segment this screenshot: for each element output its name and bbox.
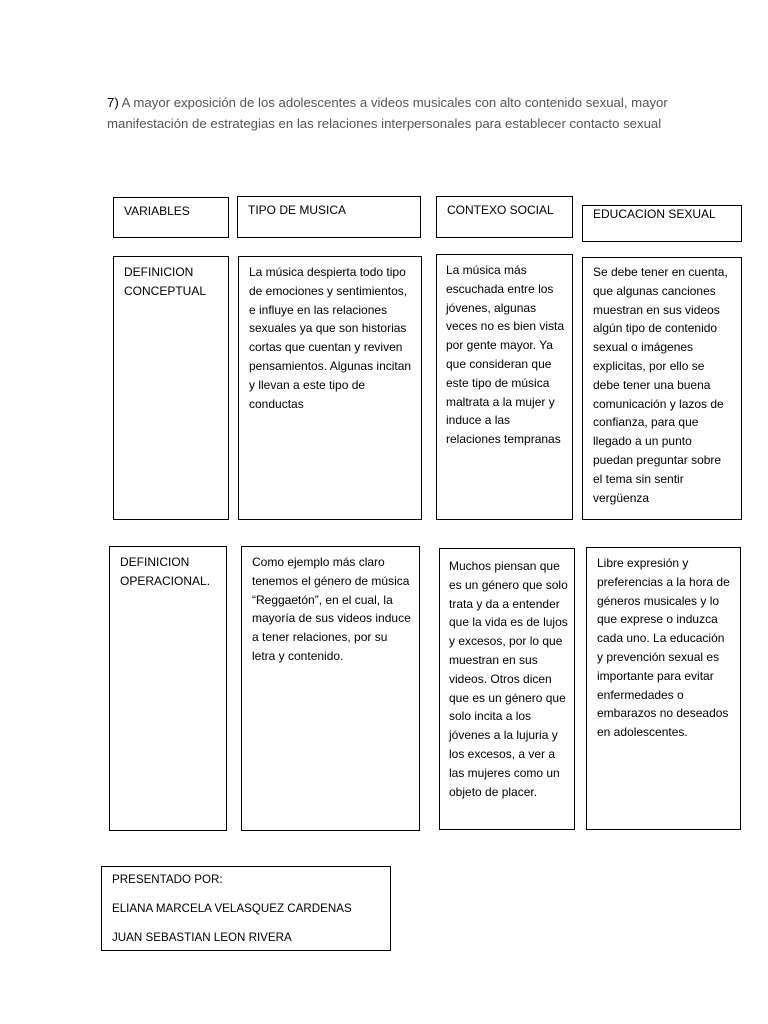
row-conceptual-contexto-social-text: La música más escuchada entre los jóvenes, algunas veces no es bien vista por gente mayor. Ya que consideran que este tipo de música maltrata a la mujer y induce a las relaciones tempranas — [446, 263, 565, 447]
presenter-name: ELIANA MARCELA VELASQUEZ CARDENAS — [112, 902, 352, 915]
row-operacional-educacion-sexual — [586, 547, 741, 830]
row-operacional-label-text: DEFINICION OPERACIONAL. — [120, 555, 211, 588]
row-operacional-tipo-musica — [241, 546, 420, 831]
hypothesis-number: 7) — [107, 95, 119, 110]
header-contexto-social-label: CONTEXO SOCIAL — [447, 203, 554, 217]
header-tipo-musica-label: TIPO DE MUSICA — [248, 203, 347, 217]
row-operacional-contexto-social — [439, 548, 575, 830]
header-educacion-sexual-label: EDUCACION SEXUAL — [593, 207, 716, 221]
hypothesis-text: A mayor exposición de los adolescentes a videos musicales con alto contenido sexual, mayor manifestación de estrategias en las relaciones interpersonales para establecer contacto sexual — [107, 95, 668, 131]
row-conceptual-tipo-musica — [238, 256, 422, 520]
hypothesis-statement — [107, 92, 677, 134]
row-operacional-tipo-musica-text: Como ejemplo más claro tenemos el género de música “Reggaetón”, en el cual, la mayoría de sus videos induce a tener relaciones, por su letra y contenido. — [252, 555, 411, 663]
header-contexto-social — [436, 196, 573, 238]
header-tipo-musica — [237, 196, 421, 238]
presenter-name: JUAN SEBASTIAN LEON RIVERA — [112, 931, 292, 944]
row-conceptual-label — [113, 256, 229, 520]
row-operacional-contexto-social-text: Muchos piensan que es un género que solo trata y da a entender que la vida es de lujos y excesos, por lo que muestran en sus videos. Otros dicen que es un género que solo incita a los jóvenes a la lujuria y los excesos, a ver a las mujeres como un objeto de placer. — [449, 559, 568, 799]
presented-by-box — [101, 866, 391, 951]
row-conceptual-educacion-sexual — [582, 257, 742, 520]
row-operacional-educacion-sexual-text: Libre expresión y preferencias a la hora de géneros musicales y lo que exprese o induzca cada uno. La educación y prevención sexual es importante para evitar enfermedades o embarazos no deseados en adolescentes. — [597, 556, 730, 740]
presented-by-label: PRESENTADO POR: — [112, 873, 223, 886]
row-conceptual-contexto-social — [436, 254, 573, 520]
row-conceptual-label-text: DEFINICION CONCEPTUAL — [124, 265, 207, 298]
row-conceptual-tipo-musica-text: La música despierta todo tipo de emociones y sentimientos, e influye en las relaciones sexuales ya que son historias cortas que cuentan y reviven pensamientos. Algunas incitan y llevan a este tipo de conductas — [249, 265, 412, 411]
header-variables — [113, 197, 229, 238]
header-variables-label: VARIABLES — [124, 204, 190, 218]
row-conceptual-educacion-sexual-text: Se debe tener en cuenta, que algunas canciones muestran en sus videos algún tipo de contenido sexual o imágenes explicitas, por ello se debe tener una buena comunicación y lazos de confianza, para que llegado a un punto puedan preguntar sobre el tema sin sentir vergüenza — [593, 265, 728, 505]
row-operacional-label — [109, 546, 227, 831]
header-educacion-sexual — [582, 205, 742, 242]
